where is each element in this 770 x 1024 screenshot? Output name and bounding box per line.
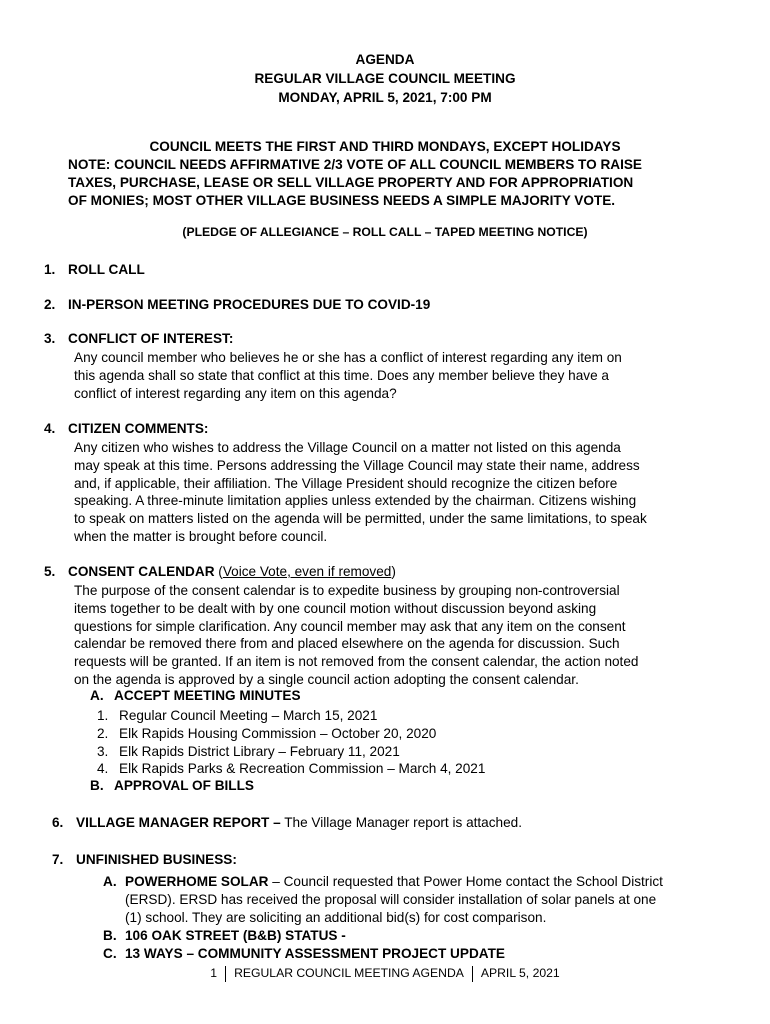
subitem-letter: A. — [103, 874, 117, 889]
rules-line-1: COUNCIL MEETS THE FIRST AND THIRD MONDAYS, EXCEPT HOLIDAYS — [149, 139, 621, 154]
item-title: ROLL CALL — [68, 262, 145, 277]
agenda-item-1 — [44, 262, 145, 277]
footer-divider — [225, 966, 226, 982]
agenda-item-6 — [52, 815, 522, 830]
text-line: may speak at this time. Persons addressing the Village Council may state their name, address — [74, 457, 640, 473]
subitem-title: APPROVAL OF BILLS — [114, 778, 254, 793]
subitem-letter: B. — [90, 778, 104, 793]
paren-open: ( — [218, 564, 223, 579]
text-line: (ERSD). ERSD has received the proposal will consider installation of solar panels at one — [125, 892, 657, 907]
header-meeting-type: REGULAR VILLAGE COUNCIL MEETING — [254, 71, 516, 86]
list-number: 4. — [97, 761, 109, 777]
agenda-item-7 — [52, 852, 237, 867]
subitem-approval-of-bills — [90, 778, 254, 793]
agenda-header — [0, 50, 770, 107]
subitem-title: 106 OAK STREET (B&B) STATUS - — [125, 928, 346, 943]
text-line: on the agenda is approved by a single council action adopting the consent calendar. — [74, 671, 579, 687]
subitem-letter: A. — [90, 688, 104, 703]
item-number: 5. — [44, 564, 56, 579]
agenda-item-3 — [44, 331, 233, 346]
item-number: 6. — [52, 815, 64, 830]
text-line: calendar be removed there from and placed elsewhere on the agenda for discussion. Such — [74, 636, 620, 652]
item-title: CITIZEN COMMENTS: — [68, 421, 209, 436]
unfinished-business-list — [103, 873, 728, 963]
text-line: conflict of interest regarding any item on this agenda? — [74, 385, 397, 401]
paren-close: ) — [391, 564, 396, 579]
item-4-description — [74, 439, 724, 546]
item-title: VILLAGE MANAGER REPORT – — [76, 815, 281, 830]
item-title: CONSENT CALENDAR — [68, 564, 215, 579]
text-line: to speak on matters listed on the agenda will be permitted, under the same limitations, to speak — [74, 511, 647, 527]
footer-date: APRIL 5, 2021 — [480, 966, 560, 981]
list-text: Regular Council Meeting – March 15, 2021 — [119, 708, 378, 723]
council-rules — [68, 138, 728, 210]
item-3-description — [74, 349, 724, 402]
text-line: (1) school. They are soliciting an additional bid(s) for cost comparison. — [125, 910, 547, 925]
text-line: Any council member who believes he or she has a conflict of interest regarding any item on — [74, 350, 622, 365]
text-line: speaking. A three-minute limitation applies unless extended by the chairman. Citizens wishing — [74, 493, 637, 509]
list-item — [97, 707, 485, 725]
agenda-item-5 — [44, 564, 396, 579]
subitem-13-ways — [103, 945, 728, 963]
list-item — [97, 743, 485, 761]
item-number: 2. — [44, 297, 56, 312]
text-line: The purpose of the consent calendar is to expedite business by grouping non-controversial — [74, 583, 620, 598]
text-line: items together to be dealt with by one council motion without discussion beyond asking — [74, 600, 597, 616]
minutes-list — [97, 707, 485, 778]
item-title: UNFINISHED BUSINESS: — [76, 852, 237, 867]
subitem-letter: B. — [103, 928, 117, 943]
agenda-item-4 — [44, 421, 208, 436]
item-5-description — [74, 582, 724, 689]
subitem-text: – Council requested that Power Home contact the School District — [268, 874, 663, 889]
header-date: MONDAY, APRIL 5, 2021, 7:00 PM — [278, 90, 492, 105]
rules-line-3: TAXES, PURCHASE, LEASE OR SELL VILLAGE PROPERTY AND FOR APPROPRIATION — [68, 175, 634, 190]
item-note: The Village Manager report is attached. — [280, 815, 522, 830]
list-item — [97, 760, 485, 778]
item-number: 1. — [44, 262, 56, 277]
subitem-title: 13 WAYS – COMMUNITY ASSESSMENT PROJECT UPDATE — [125, 946, 505, 961]
subitem-title: POWERHOME SOLAR — [125, 874, 269, 889]
page-footer — [0, 966, 770, 982]
item-title: CONFLICT OF INTEREST: — [68, 331, 234, 346]
item-number: 3. — [44, 331, 56, 346]
header-title: AGENDA — [355, 52, 415, 67]
subitem-oak-street — [103, 927, 728, 945]
list-text: Elk Rapids Parks & Recreation Commission – March 4, 2021 — [119, 761, 486, 777]
rules-line-2: NOTE: COUNCIL NEEDS AFFIRMATIVE 2/3 VOTE OF ALL COUNCIL MEMBERS TO RAISE — [68, 157, 642, 172]
footer-title: REGULAR COUNCIL MEETING AGENDA — [234, 966, 464, 981]
subitem-powerhome-solar — [103, 873, 728, 891]
footer-divider — [472, 966, 473, 982]
subitem-accept-minutes — [90, 688, 301, 703]
text-line: Any citizen who wishes to address the Village Council on a matter not listed on this agenda — [74, 440, 621, 455]
text-line: questions for simple clarification. Any council member may ask that any item on the consent — [74, 618, 626, 634]
subitem-title: ACCEPT MEETING MINUTES — [114, 688, 301, 703]
text-line: and, if applicable, their affiliation. The Village President should recognize the citizen before — [74, 475, 618, 491]
list-number: 3. — [97, 743, 109, 759]
rules-line-4: OF MONIES; MOST OTHER VILLAGE BUSINESS NEEDS A SIMPLE MAJORITY VOTE. — [68, 193, 616, 208]
item-title: IN-PERSON MEETING PROCEDURES DUE TO COVID-19 — [68, 297, 431, 312]
page-number: 1 — [210, 966, 218, 981]
item-number: 4. — [44, 421, 56, 436]
list-number: 1. — [97, 708, 109, 723]
list-text: Elk Rapids Housing Commission – October 20, 2020 — [119, 725, 437, 741]
subitem-letter: C. — [103, 946, 117, 961]
text-line: requests will be granted. If an item is not removed from the consent calendar, the action noted — [74, 654, 639, 670]
text-line: when the matter is brought before council. — [74, 528, 328, 544]
agenda-item-2 — [44, 297, 430, 312]
vote-note: Voice Vote, even if removed — [222, 564, 392, 579]
list-number: 2. — [97, 725, 109, 741]
pledge-line: (PLEDGE OF ALLEGIANCE – ROLL CALL – TAPED MEETING NOTICE) — [182, 225, 588, 239]
list-item — [97, 725, 485, 743]
text-line: this agenda shall so state that conflict at this time. Does any member believe they have a — [74, 367, 609, 383]
list-text: Elk Rapids District Library – February 11, 2021 — [119, 743, 400, 759]
item-number: 7. — [52, 852, 64, 867]
